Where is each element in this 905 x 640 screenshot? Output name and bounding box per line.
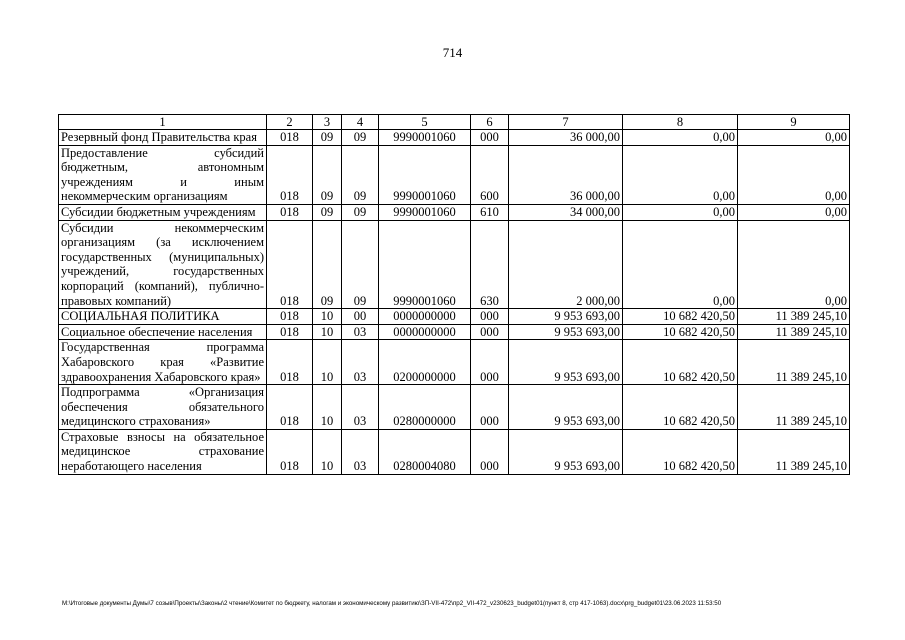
amount-col-9: 11 389 245,10 [738, 385, 850, 430]
subsection-code: 09 [342, 220, 379, 309]
amount-col-9: 0,00 [738, 204, 850, 220]
amount-col-8: 10 682 420,50 [623, 429, 738, 474]
section-code: 09 [313, 130, 342, 146]
target-article-code: 9990001060 [379, 204, 471, 220]
expense-type-code: 600 [471, 145, 509, 204]
amount-col-9: 11 389 245,10 [738, 340, 850, 385]
subsection-code: 09 [342, 204, 379, 220]
subsection-code: 03 [342, 385, 379, 430]
header-cell: 4 [342, 115, 379, 130]
subsection-code: 09 [342, 130, 379, 146]
amount-col-7: 9 953 693,00 [509, 429, 623, 474]
row-name: Страховые взносы на обязательное медицинское страхование неработающего населения [59, 429, 267, 474]
table-row [59, 204, 850, 220]
amount-col-9: 0,00 [738, 130, 850, 146]
glava-code: 018 [267, 429, 313, 474]
target-article-code: 0000000000 [379, 324, 471, 340]
header-cell: 5 [379, 115, 471, 130]
target-article-code: 0200000000 [379, 340, 471, 385]
table-row [59, 340, 850, 385]
row-name: Государственная программа Хабаровского края «Развитие здравоохранения Хабаровского края» [59, 340, 267, 385]
expense-type-code: 000 [471, 130, 509, 146]
amount-col-9: 11 389 245,10 [738, 309, 850, 325]
table-header-row [59, 115, 850, 130]
table-row [59, 324, 850, 340]
target-article-code: 9990001060 [379, 130, 471, 146]
page-number: 714 [442, 45, 463, 60]
expense-type-code: 630 [471, 220, 509, 309]
amount-col-8: 10 682 420,50 [623, 309, 738, 325]
section-code: 10 [313, 385, 342, 430]
row-name: Субсидии некоммерческим организациям (за исключением государственных (муниципальных) учреждений, государственных корпораций (компаний), публично-правовых компаний) [59, 220, 267, 309]
header-cell: 6 [471, 115, 509, 130]
subsection-code: 03 [342, 340, 379, 385]
table-row [59, 385, 850, 430]
table-body [59, 130, 850, 475]
amount-col-8: 10 682 420,50 [623, 385, 738, 430]
amount-col-8: 0,00 [623, 145, 738, 204]
subsection-code: 03 [342, 429, 379, 474]
row-name: Предоставление субсидий бюджетным, автономным учреждениям и иным некоммерческим организациям [59, 145, 267, 204]
header-cell: 3 [313, 115, 342, 130]
amount-col-9: 11 389 245,10 [738, 324, 850, 340]
section-code: 10 [313, 429, 342, 474]
row-name: Социальное обеспечение населения [59, 324, 267, 340]
glava-code: 018 [267, 309, 313, 325]
header-cell: 9 [738, 115, 850, 130]
amount-col-8: 0,00 [623, 220, 738, 309]
amount-col-8: 0,00 [623, 130, 738, 146]
row-name: Резервный фонд Правительства края [59, 130, 267, 146]
glava-code: 018 [267, 324, 313, 340]
glava-code: 018 [267, 145, 313, 204]
target-article-code: 9990001060 [379, 220, 471, 309]
expense-type-code: 000 [471, 340, 509, 385]
expense-type-code: 000 [471, 324, 509, 340]
amount-col-7: 9 953 693,00 [509, 324, 623, 340]
header-cell: 7 [509, 115, 623, 130]
row-name: Субсидии бюджетным учреждениям [59, 204, 267, 220]
subsection-code: 03 [342, 324, 379, 340]
amount-col-8: 10 682 420,50 [623, 340, 738, 385]
header-cell: 1 [59, 115, 267, 130]
expense-type-code: 000 [471, 429, 509, 474]
section-code: 09 [313, 204, 342, 220]
glava-code: 018 [267, 130, 313, 146]
target-article-code: 0280000000 [379, 385, 471, 430]
amount-col-7: 2 000,00 [509, 220, 623, 309]
header-cell: 2 [267, 115, 313, 130]
glava-code: 018 [267, 220, 313, 309]
target-article-code: 0280004080 [379, 429, 471, 474]
target-article-code: 0000000000 [379, 309, 471, 325]
subsection-code: 00 [342, 309, 379, 325]
amount-col-7: 34 000,00 [509, 204, 623, 220]
expense-type-code: 000 [471, 385, 509, 430]
subsection-code: 09 [342, 145, 379, 204]
section-code: 10 [313, 340, 342, 385]
row-name: Подпрограмма «Организация обеспечения обязательного медицинского страхования» [59, 385, 267, 430]
glava-code: 018 [267, 385, 313, 430]
table-row [59, 145, 850, 204]
expense-type-code: 000 [471, 309, 509, 325]
glava-code: 018 [267, 340, 313, 385]
table-header [59, 115, 850, 130]
table-row [59, 309, 850, 325]
section-code: 10 [313, 324, 342, 340]
document-path-footer: M:\Итоговые документы Думы\7 созыв\Проекты\Законы\2 чтение\Комитет по бюджету, налогам и экономическому развитию\ЗП-VII-472\пр2_VII-472_v230623_budget01(пункт 8, стр 417-1063).docx\prg_budget01\23.06.2023 11:53:50 [62, 600, 722, 607]
amount-col-9: 0,00 [738, 145, 850, 204]
table-row [59, 130, 850, 146]
amount-col-7: 9 953 693,00 [509, 309, 623, 325]
header-cell: 8 [623, 115, 738, 130]
budget-table [58, 114, 850, 475]
section-code: 10 [313, 309, 342, 325]
amount-col-8: 10 682 420,50 [623, 324, 738, 340]
target-article-code: 9990001060 [379, 145, 471, 204]
glava-code: 018 [267, 204, 313, 220]
amount-col-9: 0,00 [738, 220, 850, 309]
section-code: 09 [313, 220, 342, 309]
amount-col-8: 0,00 [623, 204, 738, 220]
amount-col-9: 11 389 245,10 [738, 429, 850, 474]
section-code: 09 [313, 145, 342, 204]
row-name: СОЦИАЛЬНАЯ ПОЛИТИКА [59, 309, 267, 325]
amount-col-7: 9 953 693,00 [509, 385, 623, 430]
amount-col-7: 9 953 693,00 [509, 340, 623, 385]
amount-col-7: 36 000,00 [509, 145, 623, 204]
table-row [59, 429, 850, 474]
table-row [59, 220, 850, 309]
expense-type-code: 610 [471, 204, 509, 220]
amount-col-7: 36 000,00 [509, 130, 623, 146]
